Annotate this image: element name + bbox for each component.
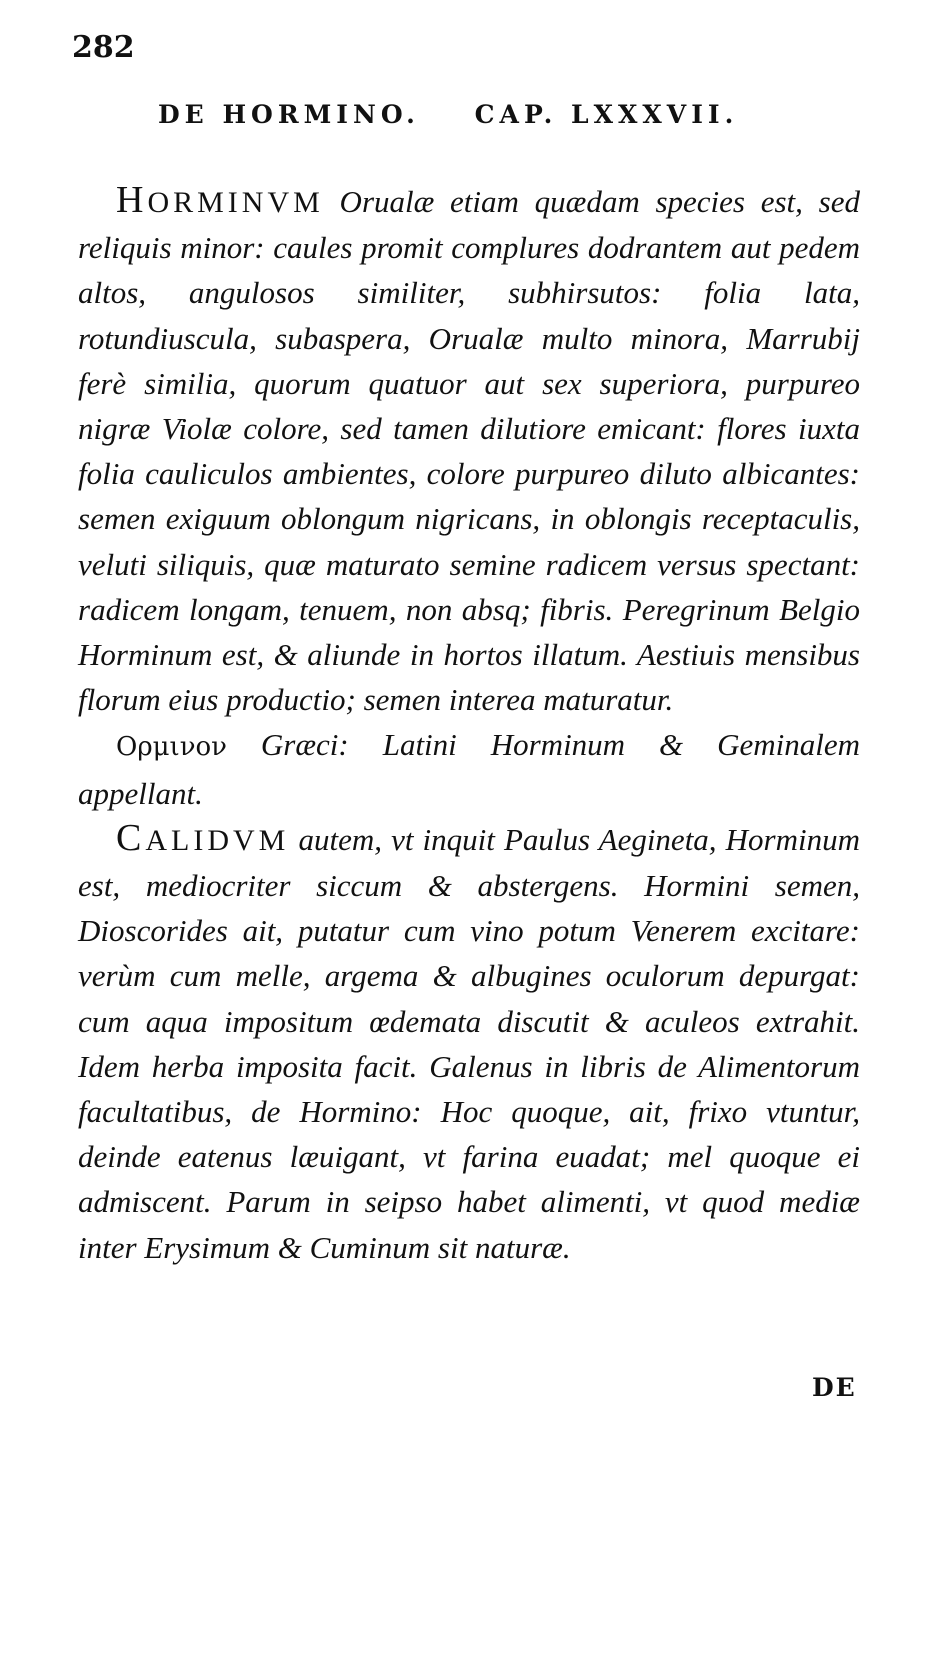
drop-initial: C — [116, 816, 146, 859]
paragraph-horminum — [78, 178, 860, 722]
page-number: 282 — [72, 30, 135, 65]
catchword: DE — [812, 1373, 857, 1402]
small-caps-lead — [116, 816, 290, 859]
small-caps-lead — [116, 179, 324, 221]
paragraph-names — [78, 722, 860, 815]
paragraph-text: Orualæ etiam quædam species est, sed reliquis minor: caules promit complures dodrantem aut pedem altos, angulosos similiter, subhirsutos: folia lata, rotundiuscula, subaspera, Orualæ multo minora, Marrubij ferè similia, quorum quatuor aut sex superiora, purpureo nigræ Violæ colore, sed tamen dilutiore emicant: flores iuxta folia cauliculos ambientes, colore purpureo diluto albicantes: semen exiguum oblongum nigricans, in oblongis receptaculis, veluti siliquis, quæ maturato semine radicem versus spectant: radicem longam, tenuem, non absq; fibris. Peregrinum Belgio Horminum est, & aliunde in hortos illatum. Aestiuis mensibus florum eius productio; semen interea maturatur. — [78, 184, 860, 718]
paragraph-calidum — [78, 816, 860, 1270]
paragraph-text: Græci: Latini Horminum & Geminalem appellant. — [78, 727, 860, 811]
body-text — [78, 178, 860, 1270]
lead-word-rest: ORMINVM — [147, 186, 324, 219]
running-head: DE HORMINO. CAP. LXXXVII. — [158, 100, 739, 129]
drop-initial: H — [116, 179, 148, 221]
paragraph-text: autem, vt inquit Paulus Aegineta, Horminum est, mediocriter siccum & abstergens. Hormini semen, Dioscorides ait, putatur cum vino potum Venerem excitare: verùm cum melle, argema & albugines oculorum depurgat: cum aqua impositum œdemata discutit & aculeos extrahit. Idem herba imposita facit. Galenus in libris de Alimentorum facultatibus, de Hormino: Hoc quoque, ait, frixo vtuntur, deinde eatenus læuigant, vt farina euadat; mel quoque ei admiscent. Parum in seipso habet alimenti, vt quod mediæ inter Erysimum & Cuminum sit naturæ. — [78, 821, 860, 1265]
lead-word-rest: ALIDVM — [145, 823, 290, 857]
greek-word: Ορμινον — [116, 732, 227, 763]
